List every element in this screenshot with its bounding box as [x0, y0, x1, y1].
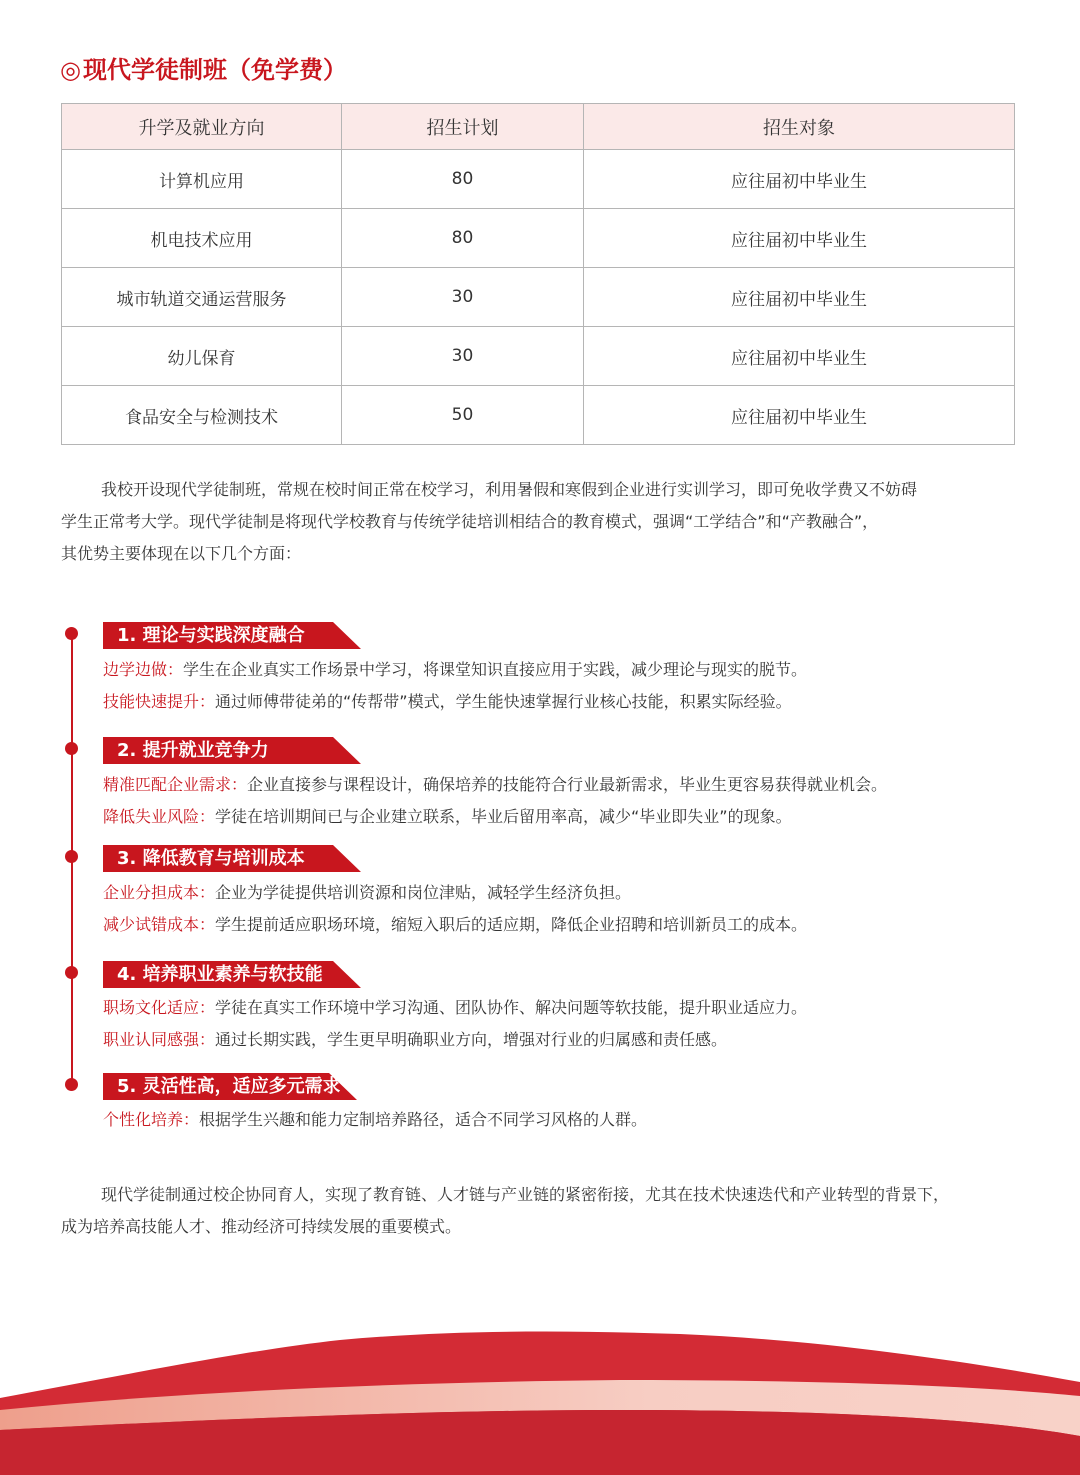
cell-target: 应往届初中毕业生 [584, 150, 1015, 209]
conclusion-line: 成为培养高技能人才、推动经济可持续发展的重要模式。 [61, 1217, 462, 1236]
advantage-point [103, 773, 887, 797]
column-header-plan: 招生计划 [342, 104, 584, 150]
advantage-point [103, 1108, 647, 1132]
point-text: 通过师傅带徒弟的“传帮带”模式，学生能快速掌握行业核心技能，积累实际经验。 [215, 692, 792, 711]
cell-plan: 30 [342, 268, 584, 327]
section-title [60, 52, 347, 88]
table-row [62, 209, 1015, 268]
table-row [62, 268, 1015, 327]
cell-direction: 计算机应用 [62, 150, 342, 209]
advantage-heading: 4. 培养职业素养与软技能 [117, 964, 323, 985]
point-text: 根据学生兴趣和能力定制培养路径，适合不同学习风格的人群。 [199, 1110, 648, 1129]
point-label: 边学边做： [103, 660, 184, 679]
point-label: 减少试错成本： [103, 915, 216, 934]
advantage-point [103, 913, 807, 937]
cell-target: 应往届初中毕业生 [584, 268, 1015, 327]
table-row [62, 327, 1015, 386]
cell-plan: 80 [342, 209, 584, 268]
double-circle-icon: ◎ [60, 56, 81, 84]
timeline-dot [65, 966, 78, 979]
point-label: 职业认同感强： [103, 1030, 216, 1049]
cell-target: 应往届初中毕业生 [584, 327, 1015, 386]
advantage-heading: 1. 理论与实践深度融合 [117, 625, 305, 646]
advantage-heading: 5. 灵活性高，适应多元需求 [117, 1076, 341, 1097]
advantage-heading-ribbon [103, 845, 361, 872]
advantage-point [103, 881, 631, 905]
cell-plan: 80 [342, 150, 584, 209]
point-text: 企业直接参与课程设计，确保培养的技能符合行业最新需求，毕业生更容易获得就业机会。 [247, 775, 888, 794]
timeline-dot [65, 742, 78, 755]
cell-plan: 50 [342, 386, 584, 445]
point-text: 学徒在培训期间已与企业建立联系，毕业后留用率高，减少“毕业即失业”的现象。 [215, 807, 792, 826]
point-label: 职场文化适应： [103, 998, 216, 1017]
advantage-heading-ribbon [103, 622, 361, 649]
table-row [62, 150, 1015, 209]
advantage-heading-ribbon [103, 737, 361, 764]
cell-target: 应往届初中毕业生 [584, 386, 1015, 445]
cell-direction: 幼儿保育 [62, 327, 342, 386]
section-title-text: 现代学徒制班（免学费） [82, 56, 347, 84]
cell-direction: 机电技术应用 [62, 209, 342, 268]
point-label: 个性化培养： [103, 1110, 200, 1129]
conclusion-line: 现代学徒制通过校企协同育人，实现了教育链、人才链与产业链的紧密衔接，尤其在技术快速迭代和产业转型的背景下， [101, 1185, 950, 1204]
cell-plan: 30 [342, 327, 584, 386]
point-label: 技能快速提升： [103, 692, 216, 711]
cell-direction: 城市轨道交通运营服务 [62, 268, 342, 327]
point-text: 企业为学徒提供培训资源和岗位津贴，减轻学生经济负担。 [215, 883, 632, 902]
table-row [62, 386, 1015, 445]
column-header-direction: 升学及就业方向 [62, 104, 342, 150]
point-text: 学生在企业真实工作场景中学习，将课堂知识直接应用于实践，减少理论与现实的脱节。 [183, 660, 808, 679]
point-text: 学徒在真实工作环境中学习沟通、团队协作、解决问题等软技能，提升职业适应力。 [215, 998, 808, 1017]
column-header-target: 招生对象 [584, 104, 1015, 150]
advantage-heading: 2. 提升就业竞争力 [117, 740, 269, 761]
intro-paragraph [61, 474, 1051, 570]
point-label: 降低失业风险： [103, 807, 216, 826]
footer-wave-decoration [0, 1310, 1080, 1475]
timeline-dot [65, 850, 78, 863]
cell-direction: 食品安全与检测技术 [62, 386, 342, 445]
advantage-heading-ribbon [103, 1073, 357, 1100]
point-label: 企业分担成本： [103, 883, 216, 902]
advantage-point [103, 690, 792, 714]
point-label: 精准匹配企业需求： [103, 775, 248, 794]
advantage-point [103, 805, 792, 829]
intro-line: 其优势主要体现在以下几个方面： [61, 544, 302, 563]
point-text: 学生提前适应职场环境，缩短入职后的适应期，降低企业招聘和培训新员工的成本。 [215, 915, 808, 934]
cell-target: 应往届初中毕业生 [584, 209, 1015, 268]
timeline-dot [65, 627, 78, 640]
intro-line: 我校开设现代学徒制班，常规在校时间正常在校学习，利用暑假和寒假到企业进行实训学习，即可免收学费又不妨碍 [101, 480, 918, 499]
timeline-dot [65, 1078, 78, 1091]
conclusion-paragraph [61, 1179, 1051, 1243]
point-text: 通过长期实践，学生更早明确职业方向，增强对行业的归属感和责任感。 [215, 1030, 728, 1049]
advantage-heading: 3. 降低教育与培训成本 [117, 848, 305, 869]
advantage-point [103, 1028, 727, 1052]
enrollment-table [61, 103, 1015, 445]
advantage-point [103, 658, 807, 682]
intro-line: 学生正常考大学。现代学徒制是将现代学校教育与传统学徒培训相结合的教育模式，强调“工学结合”和“产教融合”， [61, 512, 879, 531]
advantage-heading-ribbon [103, 961, 361, 988]
advantage-point [103, 996, 807, 1020]
table-header-row [62, 104, 1015, 150]
